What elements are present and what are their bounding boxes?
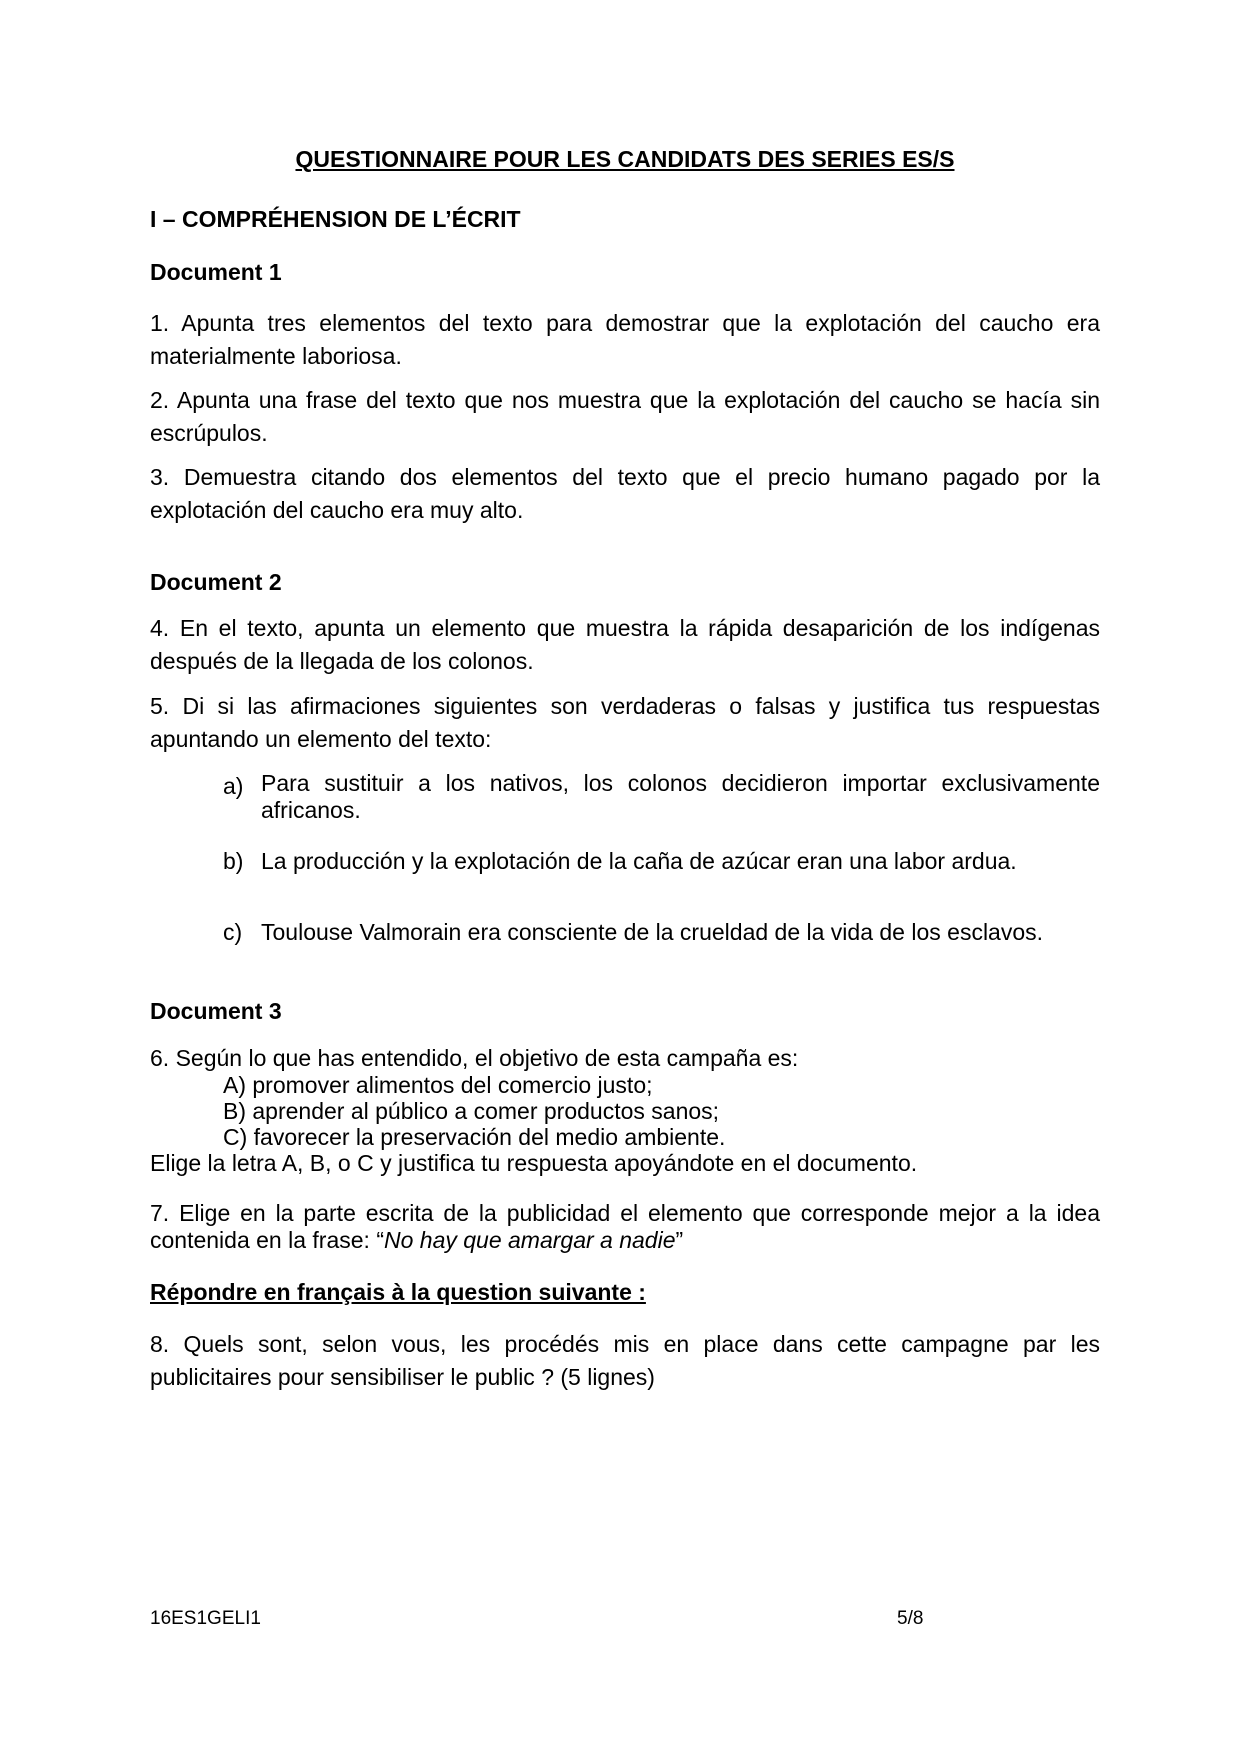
question-7-quote: No hay que amargar a nadie (383, 1227, 676, 1253)
question-7-closing-quote: ” (675, 1227, 684, 1253)
document-3-heading: Document 3 (150, 998, 282, 1024)
question-5: 5. Di si las afirmaciones siguientes son verdaderas o falsas y justifica tus respuestas apuntando un elemento del texto: (150, 693, 1100, 752)
question-8: 8. Quels sont, selon vous, les procédés mis en place dans cette campagne par les publicitaires pour sensibiliser le public ? (5 lignes) (150, 1331, 1100, 1390)
question-6-instruction: Elige la letra A, B, o C y justifica tu respuesta apoyándote en el documento. (150, 1150, 918, 1176)
question-7-text: 7. Elige en la parte escrita de la publicidad el elemento que corresponde mejor a la idea contenida en la frase: “ (150, 1200, 1100, 1253)
footer-code: 16ES1GELI1 (150, 1608, 261, 1629)
french-heading-text: Répondre en français à la question suivante : (150, 1279, 646, 1305)
statement-label: b) (223, 848, 244, 874)
document-1-heading: Document 1 (150, 259, 282, 285)
statement-label: a) (223, 773, 244, 799)
question-6: 6. Según lo que has entendido, el objetivo de esta campaña es: (150, 1045, 799, 1071)
french-heading (150, 1279, 646, 1306)
option-a: A) promover alimentos del comercio justo; (223, 1072, 653, 1098)
exam-page (150, 0, 1100, 1754)
document-2-heading: Document 2 (150, 569, 282, 595)
question-2: 2. Apunta una frase del texto que nos muestra que la explotación del caucho se hacía sin escrúpulos. (150, 387, 1100, 446)
statement-text: Toulouse Valmorain era consciente de la crueldad de la vida de los esclavos. (261, 919, 1044, 945)
statement-text: Para sustituir a los nativos, los colonos decidieron importar exclusivamente africanos. (261, 770, 1100, 823)
statement-c (223, 916, 1100, 949)
question-3: 3. Demuestra citando dos elementos del texto que el precio humano pagado por la explotación del caucho era muy alto. (150, 464, 1100, 523)
option-c: C) favorecer la preservación del medio ambiente. (223, 1124, 726, 1150)
statement-label: c) (223, 919, 243, 945)
section-heading: I – COMPRÉHENSION DE L’ÉCRIT (150, 206, 521, 232)
question-7 (150, 1200, 1100, 1254)
statement-a (223, 770, 1100, 824)
option-b: B) aprender al público a comer productos sanos; (223, 1098, 720, 1124)
question-1: 1. Apunta tres elementos del texto para demostrar que la explotación del caucho era materialmente laboriosa. (150, 310, 1100, 369)
question-4: 4. En el texto, apunta un elemento que muestra la rápida desaparición de los indígenas después de la llegada de los colonos. (150, 615, 1100, 674)
statement-text: La producción y la explotación de la caña de azúcar eran una labor ardua. (261, 848, 1017, 874)
page-title: QUESTIONNAIRE POUR LES CANDIDATS DES SERIES ES/S (295, 146, 955, 172)
footer-page-number: 5/8 (897, 1608, 924, 1629)
statement-b (223, 845, 1100, 878)
